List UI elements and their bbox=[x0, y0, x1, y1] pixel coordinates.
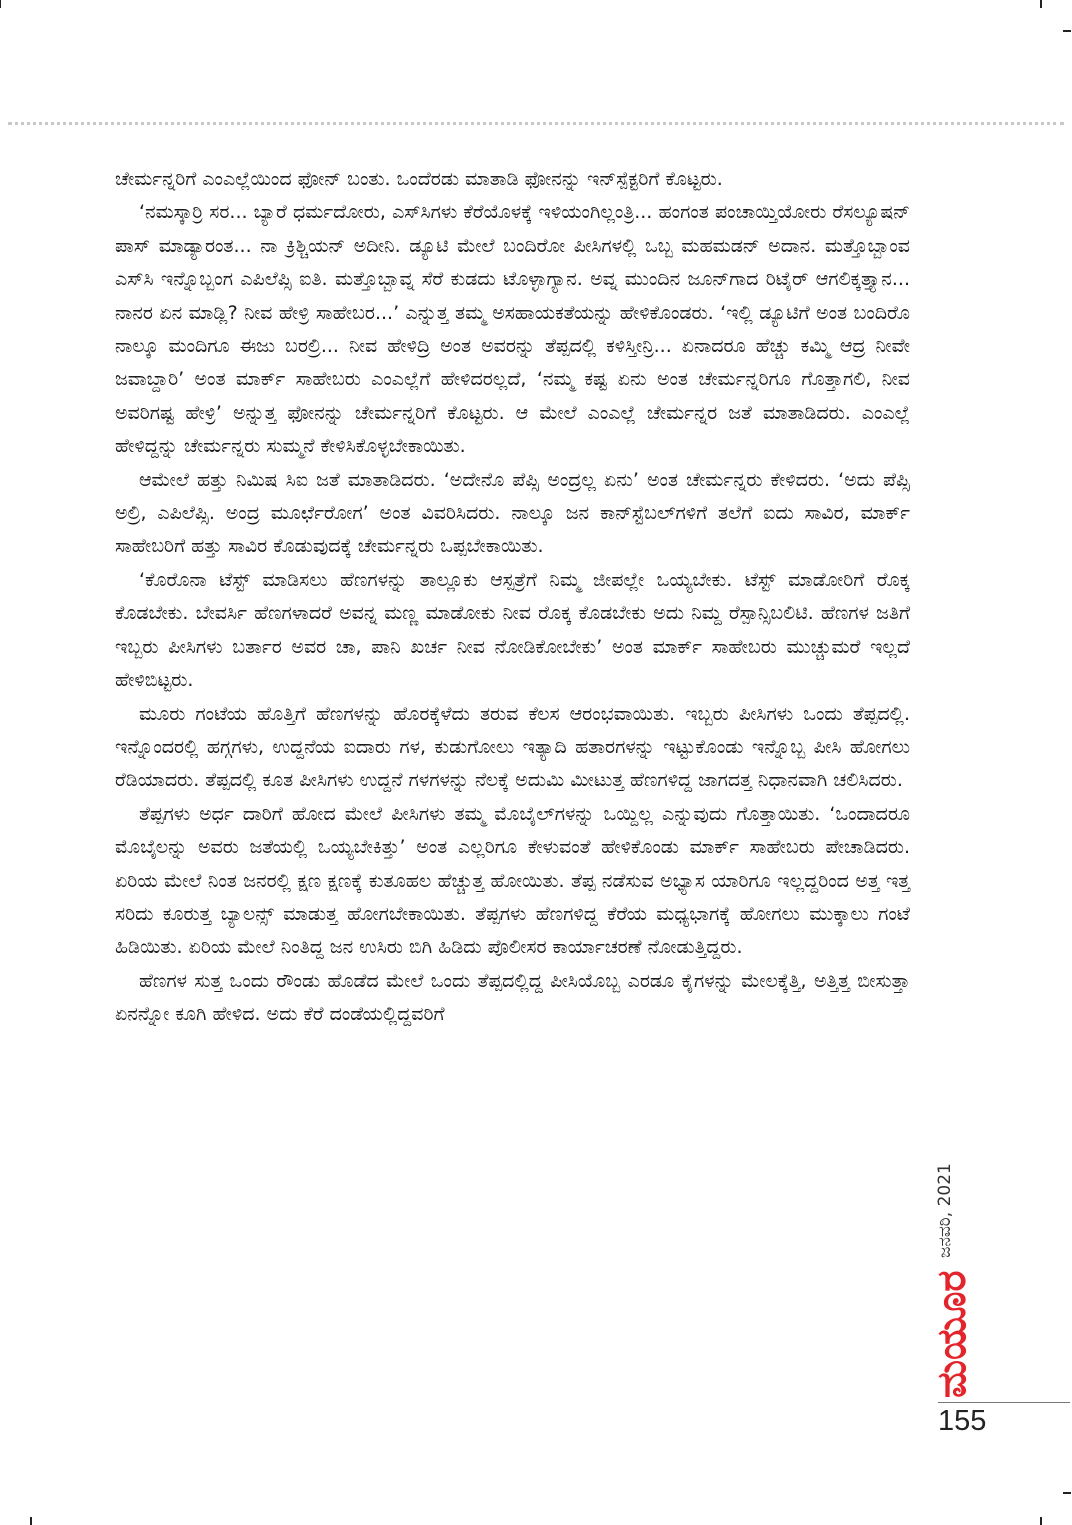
crop-mark-top-right bbox=[1040, 0, 1042, 8]
article-paragraph: ಆಮೇಲೆ ಹತ್ತು ನಿಮಿಷ ಸಿಐ ಜತೆ ಮಾತಾಡಿದರು. ‘ಅದೇನೊ ಪೆಪ್ಸಿ ಅಂದ್ರಲ್ಲ ಏನು’ ಅಂತ ಚೇರ್ಮನ್ನರು ಕೇಳಿದರು. ‘ಅದು ಪೆಪ್ಸಿ ಅಲ್ರಿ, ಎಪಿಲೆಪ್ಸಿ. ಅಂದ್ರ ಮೂರ್ಛೆರೋಗ’ ಅಂತ ವಿವರಿಸಿದರು. ನಾಲ್ಕೂ ಜನ ಕಾನ್‌ಸ್ಟೆಬಲ್‌ಗಳಿಗೆ ತಲೆಗೆ ಐದು ಸಾವಿರ, ಮಾರ್ಕ್ ಸಾಹೇಬರಿಗೆ ಹತ್ತು ಸಾವಿರ ಕೊಡುವುದಕ್ಕೆ ಚೇರ್ಮನ್ನರು ಒಪ್ಪಬೇಕಾಯಿತು. bbox=[115, 468, 910, 558]
article-paragraph: ಚೇರ್ಮನ್ನರಿಗೆ ಎಂಎಲ್ಲೆಯಿಂದ ಫೋನ್ ಬಂತು. ಒಂದೆರಡು ಮಾತಾಡಿ ಫೋನನ್ನು ಇನ್‌ಸ್ಪೆಕ್ಟರಿಗೆ ಕೊಟ್ಟರು. bbox=[115, 168, 723, 190]
crop-mark-right-lower bbox=[1063, 1492, 1071, 1494]
crop-mark-right-upper bbox=[1063, 30, 1071, 32]
crop-mark-top-left bbox=[0, 0, 1, 8]
magazine-logo: ಮಯೂರ bbox=[929, 1270, 975, 1398]
header-dotted-rule bbox=[8, 122, 1064, 125]
article-paragraph: ‘ನಮಸ್ಕಾರ್ರಿ ಸರ... ಬ್ಯಾರೆ ಧರ್ಮದೋರು, ಎಸ್‌ಸಿಗಳು ಕೆರೆಯೊಳಕ್ಕೆ ಇಳಿಯಂಗಿಲ್ಲಂತ್ರಿ... ಹಂಗಂತ ಪಂಚಾಯ್ತಿಯೋರು ರೆಸಲ್ಯೂಷನ್ ಪಾಸ್ ಮಾಡ್ಯಾರಂತ... ನಾ ಕ್ರಿಶ್ಚಿಯನ್ ಅದೀನಿ. ಡ್ಯೂಟಿ ಮೇಲೆ ಬಂದಿರೋ ಪೀಸಿಗಳಲ್ಲಿ ಒಬ್ಬ ಮಹಮಡನ್ ಅದಾನ. ಮತ್ತೊಬ್ಬಾಂವ ಎಸ್‌ಸಿ ಇನ್ನೊಬ್ಬಂಗ ಎಪಿಲೆಪ್ಸಿ ಐತಿ. ಮತ್ತೊಬ್ಬಾವ್ನ ಸೆರೆ ಕುಡದು ಟೊಳ್ಳಾಗ್ಯಾನ. ಅವ್ನ ಮುಂದಿನ ಜೂನ್‌ಗಾದ ರಿಟೈರ್ ಆಗಲಿಕ್ಕತ್ತ್ಯಾನ... ನಾನರ ಏನ ಮಾಡ್ಲಿ? ನೀವ ಹೇಳ್ರಿ ಸಾಹೇಬರ...’ ಎನ್ನುತ್ತ ತಮ್ಮ ಅಸಹಾಯಕತೆಯನ್ನು ಹೇಳಿಕೊಂಡರು. ‘ಇಲ್ಲಿ ಡ್ಯೂಟಿಗೆ ಅಂತ ಬಂದಿರೊ ನಾಲ್ಕೂ ಮಂದಿಗೂ ಈಜು ಬರಲ್ರಿ... ನೀವ ಹೇಳಿದ್ರಿ ಅಂತ ಅವರನ್ನು ತೆಪ್ಪದಲ್ಲಿ ಕಳಿಸ್ತೀನ್ರಿ... ಏನಾದರೂ ಹೆಚ್ಚು ಕಮ್ಮಿ ಆದ್ರ ನೀವೇ ಜವಾಬ್ದಾರಿ’ ಅಂತ ಮಾರ್ಕ್ ಸಾಹೇಬರು ಎಂಎಲ್ಲೆಗೆ ಹೇಳಿದರಲ್ಲದೆ, ‘ನಮ್ಮ ಕಷ್ಟ ಏನು ಅಂತ ಚೇರ್ಮನ್ನರಿಗೂ ಗೊತ್ತಾಗಲಿ, ನೀವ ಅವರಿಗಷ್ಟ ಹೇಳ್ರಿ’ ಅನ್ನುತ್ತ ಫೋನನ್ನು ಚೇರ್ಮನ್ನರಿಗೆ ಕೊಟ್ಟರು. ಆ ಮೇಲೆ ಎಂಎಲ್ಲೆ ಚೇರ್ಮನ್ನರ ಜತೆ ಮಾತಾಡಿದರು. ಎಂಎಲ್ಲೆ ಹೇಳಿದ್ದನ್ನು ಚೇರ್ಮನ್ನರು ಸುಮ್ಮನೆ ಕೇಳಿಸಿಕೊಳ್ಳಬೇಕಾಯಿತು. bbox=[115, 201, 910, 458]
article-paragraph: ಹೆಣಗಳ ಸುತ್ತ ಒಂದು ರೌಂಡು ಹೊಡೆದ ಮೇಲೆ ಒಂದು ತೆಪ್ಪದಲ್ಲಿದ್ದ ಪೀಸಿಯೊಬ್ಬ ಎರಡೂ ಕೈಗಳನ್ನು ಮೇಲಕ್ಕೆತ್ತಿ, ಅತ್ತಿತ್ತ ಬೀಸುತ್ತಾ ಏನನ್ನೋ ಕೂಗಿ ಹೇಳಿದ. ಅದು ಕೆರೆ ದಂಡೆಯಲ್ಲಿದ್ದವರಿಗೆ bbox=[115, 969, 910, 1026]
article-paragraph: ತೆಪ್ಪಗಳು ಅರ್ಧ ದಾರಿಗೆ ಹೋದ ಮೇಲೆ ಪೀಸಿಗಳು ತಮ್ಮ ಮೊಬೈಲ್‌ಗಳನ್ನು ಒಯ್ದಿಲ್ಲ ಎನ್ನುವುದು ಗೊತ್ತಾಯಿತು. ‘ಒಂದಾದರೂ ಮೊಬೈಲನ್ನು ಅವರು ಜತೆಯಲ್ಲಿ ಒಯ್ಯಬೇಕಿತ್ತು’ ಅಂತ ಎಲ್ಲರಿಗೂ ಕೇಳುವಂತೆ ಹೇಳಿಕೊಂಡು ಮಾರ್ಕ್ ಸಾಹೇಬರು ಪೇಚಾಡಿದರು. ಏರಿಯ ಮೇಲೆ ನಿಂತ ಜನರಲ್ಲಿ ಕ್ಷಣ ಕ್ಷಣಕ್ಕೆ ಕುತೂಹಲ ಹೆಚ್ಚುತ್ತ ಹೋಯಿತು. ತೆಪ್ಪ ನಡೆಸುವ ಅಭ್ಯಾಸ ಯಾರಿಗೂ ಇಲ್ಲದ್ದರಿಂದ ಅತ್ತ ಇತ್ತ ಸರಿದು ಕೂರುತ್ತ ಬ್ಯಾಲನ್ಸ್ ಮಾಡುತ್ತ ಹೋಗಬೇಕಾಯಿತು. ತೆಪ್ಪಗಳು ಹೆಣಗಳಿದ್ದ ಕೆರೆಯ ಮಧ್ಯಭಾಗಕ್ಕೆ ಹೋಗಲು ಮುಕ್ಕಾಲು ಗಂಟೆ ಹಿಡಿಯಿತು. ಏರಿಯ ಮೇಲೆ ನಿಂತಿದ್ದ ಜನ ಉಸಿರು ಬಿಗಿ ಹಿಡಿದು ಪೊಲೀಸರ ಕಾರ್ಯಾಚರಣೆ ನೋಡುತ್ತಿದ್ದರು. bbox=[115, 802, 910, 959]
article-body bbox=[115, 163, 910, 1032]
article-paragraph: ಮೂರು ಗಂಟೆಯ ಹೊತ್ತಿಗೆ ಹೆಣಗಳನ್ನು ಹೊರಕ್ಕೆಳೆದು ತರುವ ಕೆಲಸ ಆರಂಭವಾಯಿತು. ಇಬ್ಬರು ಪೀಸಿಗಳು ಒಂದು ತೆಪ್ಪದಲ್ಲಿ. ಇನ್ನೊಂದರಲ್ಲಿ ಹಗ್ಗಗಳು, ಉದ್ದನೆಯ ಐದಾರು ಗಳ, ಕುಡುಗೋಲು ಇತ್ಯಾದಿ ಹತಾರಗಳನ್ನು ಇಟ್ಟುಕೊಂಡು ಇನ್ನೊಬ್ಬ ಪೀಸಿ ಹೋಗಲು ರೆಡಿಯಾದರು. ತೆಪ್ಪದಲ್ಲಿ ಕೂತ ಪೀಸಿಗಳು ಉದ್ದನೆ ಗಳಗಳನ್ನು ನೆಲಕ್ಕೆ ಅದುಮಿ ಮೀಟುತ್ತ ಹೆಣಗಳಿದ್ದ ಜಾಗದತ್ತ ನಿಧಾನವಾಗಿ ಚಲಿಸಿದರು. bbox=[115, 702, 910, 792]
crop-mark-bottom-right bbox=[1040, 1517, 1042, 1525]
page-number: 155 bbox=[938, 1405, 987, 1437]
issue-date: ಜನವರಿ, 2021 bbox=[935, 1163, 955, 1258]
crop-mark-bottom-left bbox=[30, 1517, 32, 1525]
article-paragraph: ‘ಕೊರೊನಾ ಟೆಸ್ಟ್ ಮಾಡಿಸಲು ಹೆಣಗಳನ್ನು ತಾಲ್ಲೂಕು ಆಸ್ಪತ್ರೆಗೆ ನಿಮ್ಮ ಜೀಪಲ್ಲೇ ಒಯ್ಯಬೇಕು. ಟೆಸ್ಟ್ ಮಾಡೋರಿಗೆ ರೊಕ್ಕ ಕೊಡಬೇಕು. ಬೇವರ್ಸಿ ಹೆಣಗಳಾದರೆ ಅವನ್ನ ಮಣ್ಣ ಮಾಡೋಕು ನೀವ ರೊಕ್ಕ ಕೊಡಬೇಕು ಅದು ನಿಮ್ದ ರೆಸ್ಪಾನ್ಸಿಬಲಿಟಿ. ಹೆಣಗಳ ಜತಿಗೆ ಇಬ್ಬರು ಪೀಸಿಗಳು ಬರ್ತಾರ ಅವರ ಚಾ, ಪಾನಿ ಖರ್ಚ ನೀವ ನೋಡಿಕೋಬೇಕು’ ಅಂತ ಮಾರ್ಕ್ ಸಾಹೇಬರು ಮುಚ್ಚುಮರೆ ಇಲ್ಲದೆ ಹೇಳಿಬಿಟ್ಟರು. bbox=[115, 568, 910, 692]
